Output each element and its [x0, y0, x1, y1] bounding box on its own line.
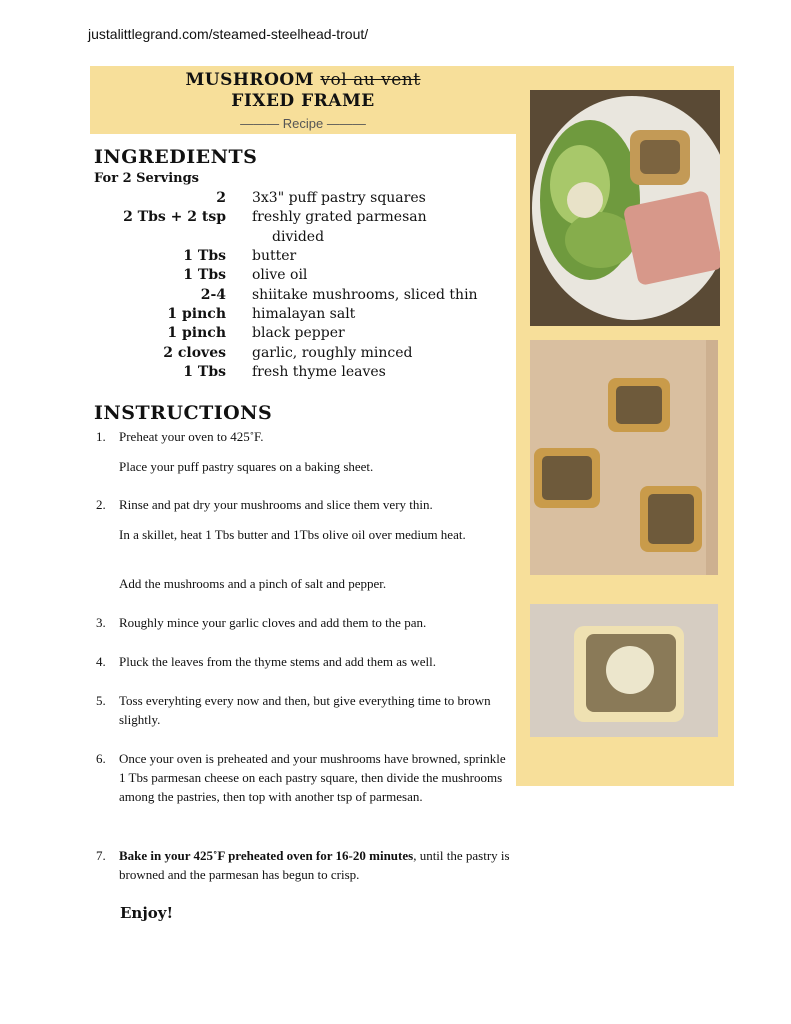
step-text: In a skillet, heat 1 Tbs butter and 1Tbs olive oil over medium heat.	[119, 527, 466, 542]
ingredient-qty: 1 Tbs	[183, 364, 226, 380]
ingredient-item: 3x3" puff pastry squares	[252, 190, 426, 206]
ingredient-row	[94, 248, 504, 268]
ingredient-row	[94, 306, 504, 326]
servings-label: For 2 Servings	[94, 171, 199, 186]
step-number: 3.	[96, 615, 106, 630]
step-text: Once your oven is preheated and your mushrooms have browned, sprinkle 1 Tbs parmesan cheese on each pastry square, then divide the mushrooms among the pastries, then top with another tsp of parmesan.	[119, 751, 506, 804]
ingredient-qty: 2 Tbs + 2 tsp	[123, 209, 226, 225]
ingredient-item: olive oil	[252, 267, 308, 283]
step-number: 5.	[96, 693, 106, 708]
ingredients-heading: INGREDIENTS	[94, 146, 258, 168]
ingredient-row	[94, 267, 504, 287]
ingredient-qty: 1 pinch	[167, 306, 226, 322]
ingredient-row	[94, 364, 504, 384]
step-number: 1.	[96, 429, 106, 444]
ingredient-qty: 1 pinch	[167, 325, 226, 341]
step-bold-text: Bake in your 425˚F preheated oven for 16-20 minutes	[119, 848, 414, 863]
instructions-heading: INSTRUCTIONS	[94, 402, 273, 424]
ingredient-qty: 2-4	[200, 287, 226, 303]
ingredient-row	[94, 190, 504, 210]
ingredient-item: divided	[272, 229, 325, 245]
recipe-header	[90, 66, 516, 134]
ingredient-item: shiitake mushrooms, sliced thin	[252, 287, 478, 303]
ingredient-qty: 2 cloves	[163, 345, 226, 361]
ingredient-qty: 1 Tbs	[183, 267, 226, 283]
recipe-tag: ——— Recipe ———	[240, 116, 366, 131]
step-text: Roughly mince your garlic cloves and add them to the pan.	[119, 615, 427, 630]
ingredient-item: garlic, roughly minced	[252, 345, 413, 361]
ingredient-item: black pepper	[252, 325, 345, 341]
step-text: Rinse and pat dry your mushrooms and slice them very thin.	[119, 497, 433, 512]
ingredient-row	[94, 287, 504, 307]
title-strike: vol au vent	[320, 70, 421, 90]
step-text: Preheat your oven to 425˚F.	[119, 429, 264, 444]
ingredient-item: fresh thyme leaves	[252, 364, 386, 380]
step-text	[119, 846, 511, 884]
step-text: Place your puff pastry squares on a baking sheet.	[119, 459, 374, 474]
step-rest-text: , until the pastry is browned and the parmesan has begun to crisp.	[119, 848, 510, 882]
step-number: 7.	[96, 848, 106, 863]
step-number: 2.	[96, 497, 106, 512]
recipe-title-line2: FIXED FRAME	[231, 91, 375, 111]
single-pastry-closeup-photo	[530, 604, 718, 737]
step-number: 6.	[96, 751, 106, 766]
ingredient-item: himalayan salt	[252, 306, 356, 322]
source-url: justalittlegrand.com/steamed-steelhead-trout/	[88, 26, 369, 42]
ingredient-item: freshly grated parmesan	[252, 209, 427, 225]
step-text: Toss everyhting every now and then, but give everything time to brown slightly.	[119, 693, 491, 727]
step-number: 4.	[96, 654, 106, 669]
ingredient-qty: 2	[216, 190, 226, 206]
ingredient-qty: 1 Tbs	[183, 248, 226, 264]
step-text: Add the mushrooms and a pinch of salt and pepper.	[119, 576, 387, 591]
title-word: MUSHROOM	[185, 70, 314, 90]
ingredient-row	[94, 345, 504, 365]
ingredient-row	[94, 209, 504, 229]
ingredient-row	[94, 325, 504, 345]
plated-salad-salmon-pastry-photo	[530, 90, 720, 326]
ingredient-item: butter	[252, 248, 297, 264]
step-text: Pluck the leaves from the thyme stems and add them as well.	[119, 654, 436, 669]
pastries-on-baking-sheet-photo	[530, 340, 718, 575]
ingredient-row	[94, 229, 504, 249]
enjoy-signoff: Enjoy!	[120, 904, 174, 922]
recipe-title-line1	[90, 70, 516, 90]
